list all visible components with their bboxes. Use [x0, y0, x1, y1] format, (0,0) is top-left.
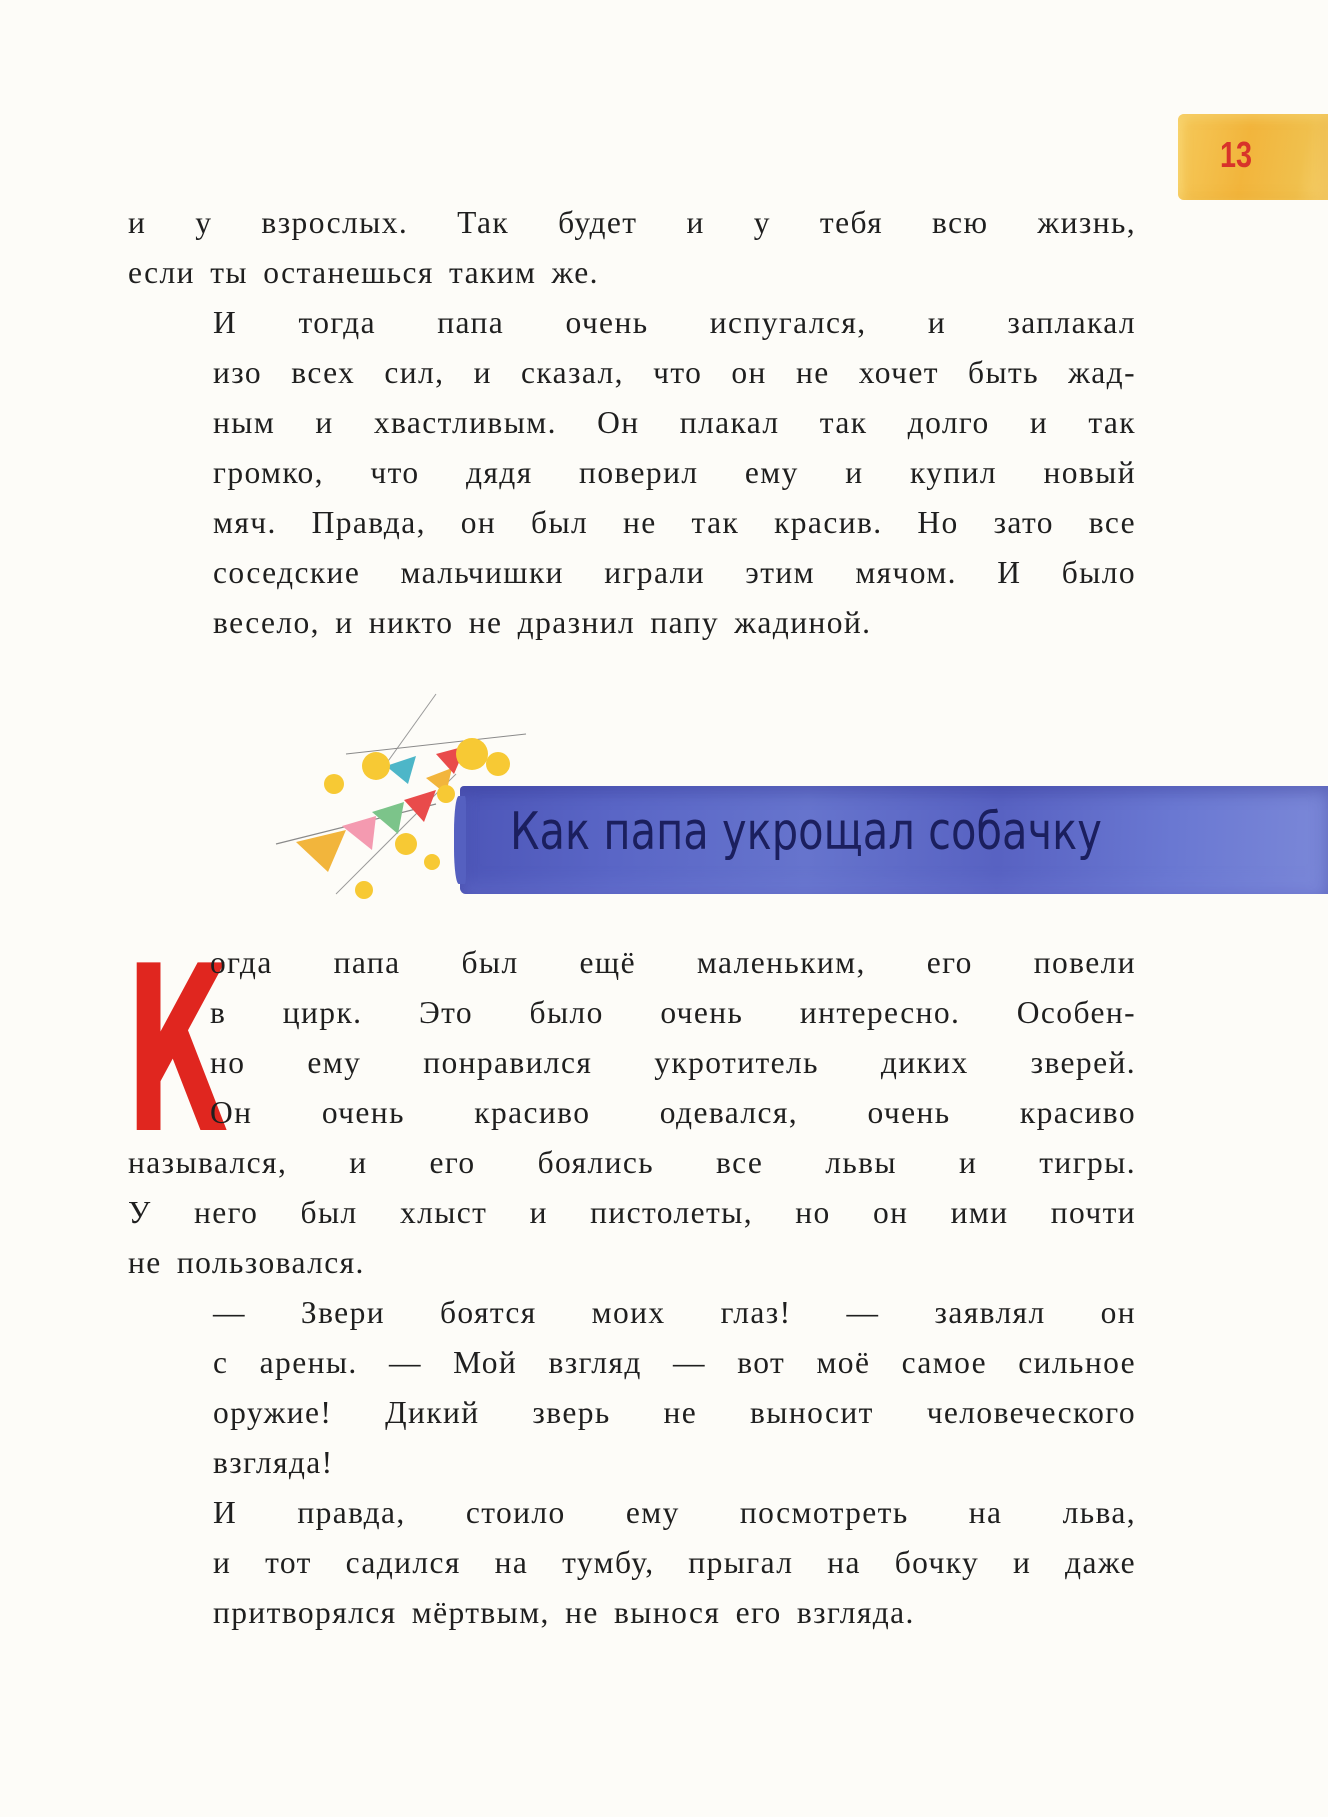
chapter-title: Как папа укрощал собачку — [510, 802, 1102, 862]
text-line: назывался, и его боялись все львы и тигры. — [128, 1145, 1136, 1180]
text-line: если ты останешься таким же. — [128, 255, 599, 290]
text-line: в цирк. Это было очень интересно. Особен- — [210, 995, 1136, 1030]
page-number-tab — [1178, 114, 1328, 200]
text-section-2 — [128, 938, 1136, 1638]
drop-cap-space — [128, 938, 210, 1134]
text-line: И правда, стоило ему посмотреть на льва, — [213, 1495, 1136, 1530]
paragraph — [128, 938, 1136, 1288]
text-section-1 — [128, 198, 1136, 648]
drop-cap-letter: К — [125, 916, 229, 1185]
paragraph — [128, 1288, 1136, 1488]
text-line: не пользовался. — [128, 1245, 365, 1280]
text-line: и тот садился на тумбу, прыгал на бочку и даже — [213, 1545, 1136, 1580]
page-number: 13 — [1220, 134, 1253, 175]
text-line: огда папа был ещё маленьким, его повели — [210, 945, 1136, 980]
text-line: оружие! Дикий зверь не выносит человеческого — [213, 1395, 1136, 1430]
text-line: и у взрослых. Так будет и у тебя всю жизнь, — [128, 205, 1136, 240]
text-line: громко, что дядя поверил ему и купил новый — [213, 455, 1136, 490]
text-line: И тогда папа очень испугался, и заплакал — [213, 305, 1136, 340]
text-line: притворялся мёртвым, не вынося его взгляда. — [213, 1595, 915, 1630]
text-line: ным и хвастливым. Он плакал так долго и так — [213, 405, 1136, 440]
text-line: но ему понравился укротитель диких зверей. — [210, 1045, 1136, 1080]
text-line: весело, и никто не дразнил папу жадиной. — [213, 605, 872, 640]
text-line: У него был хлыст и пистолеты, но он ими почти — [128, 1195, 1136, 1230]
paragraph — [128, 1488, 1136, 1638]
text-line: — Звери боятся моих глаз! — заявлял он — [213, 1295, 1136, 1330]
text-line: с арены. — Мой взгляд — вот моё самое сильное — [213, 1345, 1136, 1380]
text-line: соседские мальчишки играли этим мячом. И было — [213, 555, 1136, 590]
text-line: изо всех сил, и сказал, что он не хочет быть жад- — [213, 355, 1136, 390]
text-line: Он очень красиво одевался, очень красиво — [210, 1095, 1136, 1130]
paragraph — [128, 298, 1136, 648]
text-line: взгляда! — [213, 1445, 334, 1480]
paragraph — [128, 198, 1136, 298]
text-line: мяч. Правда, он был не так красив. Но зато все — [213, 505, 1136, 540]
chapter-banner — [460, 786, 1328, 894]
